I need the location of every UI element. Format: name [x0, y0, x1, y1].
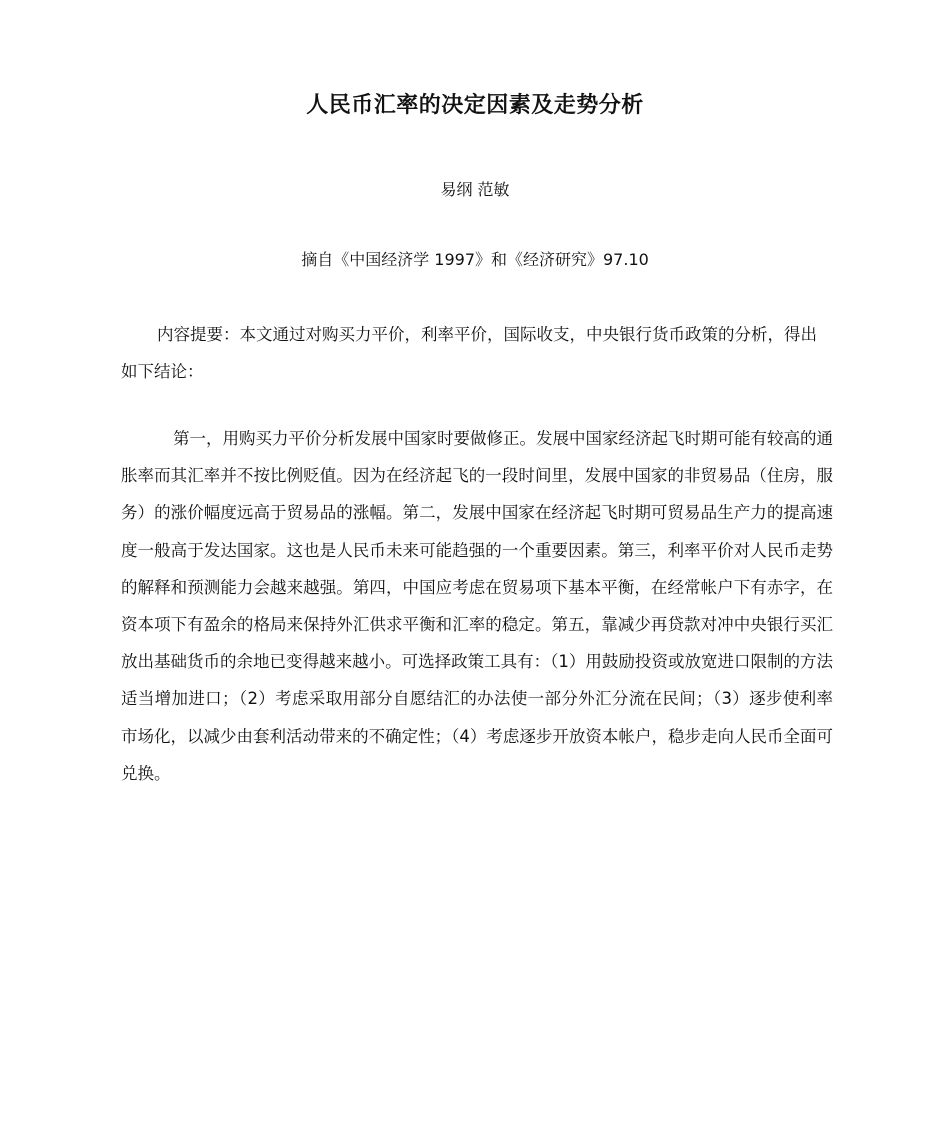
body-paragraph: 第一，用购买力平价分析发展中国家时要做修正。发展中国家经济起飞时期可能有较高的通胀率而其汇率并不按比例贬值。因为在经济起飞的一段时间里，发展中国家的非贸易品（住房，服务）的涨价幅度远高于贸易品的涨幅。第二，发展中国家在经济起飞时期可贸易品生产力的提高速度一般高于发达国家。这也是人民币未来可能趋强的一个重要因素。第三，利率平价对人民币走势的解释和预测能力会越来越强。第四，中国应考虑在贸易项下基本平衡，在经常帐户下有赤字，在资本项下有盈余的格局来保持外汇供求平衡和汇率的稳定。第五，靠减少再贷款对冲中央银行买汇放出基础货币的余地已变得越来越小。可选择政策工具有：（1）用鼓励投资或放宽进口限制的方法适当增加进口；（2）考虑采取用部分自愿结汇的办法使一部分外汇分流在民间；（3）逐步使利率市场化，以减少由套利活动带来的不确定性；（4）考虑逐步开放资本帐户，稳步走向人民币全面可兑换。	[121, 429, 833, 783]
abstract-paragraph: 内容提要：本文通过对购买力平价，利率平价，国际收支，中央银行货币政策的分析，得出如下结论：	[121, 325, 817, 381]
document-authors: 易纲 范敏	[440, 180, 510, 199]
document-source: 摘自《中国经济学 1997》和《经济研究》97.10	[301, 250, 649, 269]
document-title: 人民币汇率的决定因素及走势分析	[306, 93, 644, 118]
